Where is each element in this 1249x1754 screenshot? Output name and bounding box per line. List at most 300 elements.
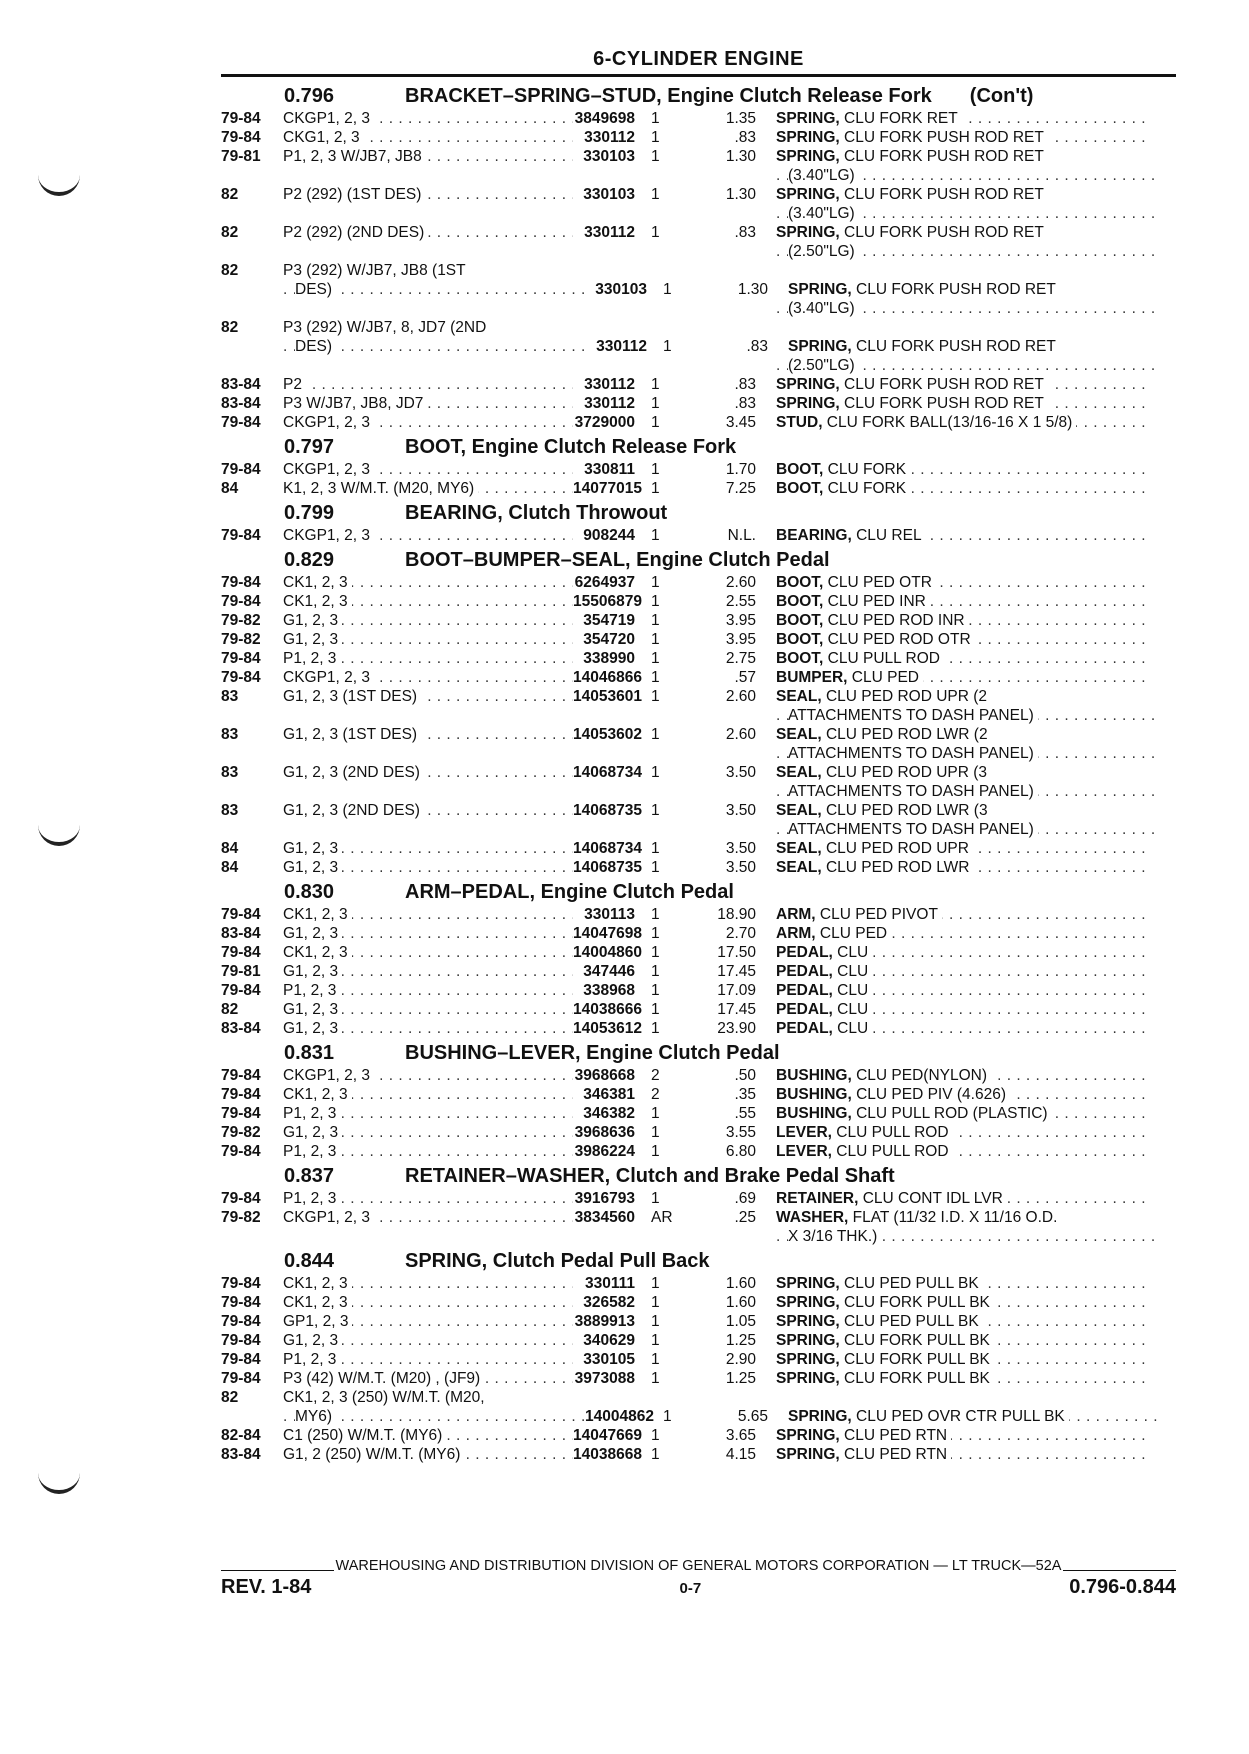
table-row-continuation <box>221 166 1176 185</box>
table-row <box>221 109 1176 128</box>
table-row <box>221 649 1176 668</box>
application-text: P1, 2, 3 <box>283 650 340 667</box>
application-text: CKGP1, 2, 3 <box>283 461 374 478</box>
spacer <box>221 204 283 223</box>
model-year: 83 <box>221 726 239 743</box>
description-cell <box>776 1274 1146 1293</box>
description-text <box>788 281 1060 298</box>
quantity: 1 <box>651 1143 660 1160</box>
quantity: 1 <box>651 129 660 146</box>
quantity: 1 <box>651 527 660 544</box>
spacer <box>681 299 756 318</box>
description-cell <box>776 1104 1146 1123</box>
application-cell <box>283 905 573 924</box>
application-cell <box>283 337 585 356</box>
quantity: 1 <box>651 593 660 610</box>
description-text <box>776 1190 1007 1207</box>
part-description: CLU PED ROD UPR (3 <box>821 764 988 781</box>
table-row-continuation <box>221 1227 1176 1246</box>
model-year: 79-82 <box>221 631 261 648</box>
application-text: C1 (250) W/M.T. (MY6) <box>283 1427 446 1444</box>
quantity: 1 <box>651 461 660 478</box>
application-cell <box>283 1312 573 1331</box>
table-row <box>221 839 1176 858</box>
part-description: CLU FORK <box>823 480 907 497</box>
catalog-section <box>221 434 1176 498</box>
table-row-continuation <box>221 782 1176 801</box>
table-row <box>221 687 1176 706</box>
quantity: 1 <box>651 1001 660 1018</box>
part-description: CLU FORK PUSH ROD RET <box>839 395 1044 412</box>
price: .25 <box>734 1209 756 1226</box>
model-year: 79-84 <box>221 650 261 667</box>
application-text: P3 (292) W/JB7, JB8 (1ST <box>283 262 470 279</box>
quantity: 1 <box>651 1105 660 1122</box>
part-number: 330112 <box>584 376 635 393</box>
description-cell <box>776 943 1146 962</box>
spacer <box>283 706 573 725</box>
description-continuation: X 3/16 THK.) <box>788 1228 881 1245</box>
application-cell <box>283 318 573 337</box>
part-number: 3968636 <box>574 1124 635 1141</box>
description-cell <box>776 147 1146 166</box>
part-number: 14004862 <box>585 1408 654 1425</box>
model-year: 84 <box>221 840 239 857</box>
part-description: CLU PED INR <box>823 593 926 610</box>
table-row <box>221 280 1176 299</box>
application-text: G1, 2, 3 <box>283 925 342 942</box>
spacer <box>573 356 635 375</box>
table-row <box>221 1189 1176 1208</box>
price: 17.45 <box>717 1001 756 1018</box>
description-cell <box>776 592 1146 611</box>
application-cell <box>283 763 573 782</box>
part-name: SEAL, <box>776 859 822 876</box>
description-text <box>776 1001 872 1018</box>
application-cell <box>283 413 573 432</box>
description-cell <box>776 820 1158 839</box>
part-description: CLU FORK PULL BK <box>839 1294 990 1311</box>
description-text <box>776 110 962 127</box>
table-row-continuation <box>221 242 1176 261</box>
spacer <box>573 1227 635 1246</box>
table-row-continuation <box>221 299 1176 318</box>
description-text <box>776 1370 994 1387</box>
application-cell <box>283 801 573 820</box>
application-cell <box>283 1426 573 1445</box>
part-number: 14068734 <box>573 840 642 857</box>
description-cell <box>776 375 1146 394</box>
part-name: SEAL, <box>776 726 822 743</box>
price: 7.25 <box>725 480 756 497</box>
description-text <box>776 1275 983 1292</box>
part-number: 330112 <box>584 395 635 412</box>
part-name: BOOT, <box>776 480 824 497</box>
application-text: G1, 2, 3 <box>283 859 342 876</box>
spacer <box>221 299 283 318</box>
model-year: 79-84 <box>221 1105 261 1122</box>
application-cell <box>283 1019 573 1038</box>
description-text <box>788 1408 1069 1425</box>
part-number: 330103 <box>583 148 635 165</box>
table-row <box>221 1407 1176 1426</box>
description-cell <box>776 1189 1146 1208</box>
application-cell <box>283 981 573 1000</box>
application-cell <box>283 611 573 630</box>
part-name: BOOT, <box>776 650 824 667</box>
binder-hole-mark <box>38 170 80 196</box>
part-name: STUD, <box>776 414 823 431</box>
catalog-page <box>221 46 1176 1464</box>
catalog-section <box>221 879 1176 1038</box>
application-text: CKGP1, 2, 3 <box>283 1067 374 1084</box>
description-cell <box>776 128 1146 147</box>
section-number: 0.829 <box>284 549 335 571</box>
description-cell <box>776 1066 1146 1085</box>
quantity: 1 <box>651 1275 660 1292</box>
description-cell <box>776 725 1146 744</box>
model-year: 79-84 <box>221 1294 261 1311</box>
section-number: 0.830 <box>284 881 335 903</box>
price: 23.90 <box>717 1020 756 1037</box>
price: 1.25 <box>725 1332 756 1349</box>
price: 1.05 <box>725 1313 756 1330</box>
table-row <box>221 630 1176 649</box>
section-title: BUSHING–LEVER, Engine Clutch Pedal <box>405 1042 780 1064</box>
part-number: 14047669 <box>573 1427 642 1444</box>
table-row-continuation <box>221 744 1176 763</box>
model-year <box>221 280 283 299</box>
application-text: P3 (292) W/JB7, 8, JD7 (2ND <box>283 319 490 336</box>
part-description: CLU PED PIV (4.626) <box>851 1086 1006 1103</box>
price: N.L. <box>727 527 756 544</box>
part-name: PEDAL, <box>776 1020 833 1037</box>
description-cell <box>776 1331 1146 1350</box>
model-year: 79-84 <box>221 944 261 961</box>
price: 2.90 <box>725 1351 756 1368</box>
quantity: 1 <box>651 186 660 203</box>
part-name: SPRING, <box>776 1294 840 1311</box>
model-year: 79-84 <box>221 1313 261 1330</box>
table-row <box>221 223 1176 242</box>
price: 3.50 <box>725 840 756 857</box>
model-year <box>221 1407 283 1426</box>
part-name: SEAL, <box>776 688 822 705</box>
quantity: 1 <box>651 963 660 980</box>
part-name: SPRING, <box>776 1313 840 1330</box>
model-year: 84 <box>221 480 239 497</box>
catalog-section <box>221 500 1176 545</box>
footer-rule <box>221 1570 334 1571</box>
header-rule <box>221 74 1176 77</box>
description-cell <box>776 242 1158 261</box>
price: 2.60 <box>725 688 756 705</box>
quantity: 1 <box>651 802 660 819</box>
quantity: 1 <box>663 1408 672 1425</box>
table-row <box>221 592 1176 611</box>
application-text: CKGP1, 2, 3 <box>283 669 374 686</box>
part-description: CLU FORK PULL BK <box>839 1370 990 1387</box>
quantity: 1 <box>651 1427 660 1444</box>
price: 3.50 <box>725 859 756 876</box>
part-name: SPRING, <box>788 338 852 355</box>
part-number: 14053602 <box>573 726 642 743</box>
part-name: SPRING, <box>776 376 840 393</box>
description-cell <box>776 1142 1146 1161</box>
part-number: 14068735 <box>573 859 642 876</box>
application-text: MY6) <box>295 1408 336 1425</box>
application-text: CKGP1, 2, 3 <box>283 414 374 431</box>
part-number: 338968 <box>583 982 635 999</box>
part-name: PEDAL, <box>776 982 833 999</box>
application-text: CK1, 2, 3 <box>283 944 352 961</box>
description-cell <box>776 1123 1146 1142</box>
model-year: 83-84 <box>221 1446 261 1463</box>
spacer <box>221 744 283 763</box>
description-text <box>776 925 891 942</box>
description-text <box>776 1313 983 1330</box>
application-cell <box>283 394 573 413</box>
part-number: 346382 <box>583 1105 635 1122</box>
part-description: CLU CONT IDL LVR <box>858 1190 1003 1207</box>
application-text: G1, 2, 3 <box>283 840 342 857</box>
binder-hole-mark <box>38 820 80 846</box>
application-text: DES) <box>295 338 336 355</box>
part-name: SEAL, <box>776 840 822 857</box>
description-cell <box>776 706 1158 725</box>
model-year: 79-84 <box>221 1370 261 1387</box>
description-text <box>776 1143 953 1160</box>
model-year <box>221 337 283 356</box>
part-name: BOOT, <box>776 461 824 478</box>
part-description: CLU <box>832 1020 869 1037</box>
model-year: 79-84 <box>221 1332 261 1349</box>
part-number: 3973088 <box>574 1370 635 1387</box>
part-number: 3849698 <box>574 110 635 127</box>
application-text: G1, 2 (250) W/M.T. (MY6) <box>283 1446 464 1463</box>
application-text: CKGP1, 2, 3 <box>283 527 374 544</box>
price: 4.15 <box>725 1446 756 1463</box>
part-description: CLU FORK PUSH ROD RET <box>851 338 1056 355</box>
description-cell <box>776 299 1158 318</box>
table-row <box>221 1066 1176 1085</box>
description-cell <box>776 905 1146 924</box>
spacer <box>283 299 573 318</box>
price: 1.30 <box>725 186 756 203</box>
part-number: 3889913 <box>574 1313 635 1330</box>
description-cell <box>776 356 1158 375</box>
application-cell <box>283 725 573 744</box>
model-year: 82-84 <box>221 1427 261 1444</box>
section-header <box>221 879 1176 905</box>
spacer <box>635 744 681 763</box>
part-description: CLU PED RTN <box>839 1446 948 1463</box>
application-text: G1, 2, 3 (1ST DES) <box>283 688 421 705</box>
application-text: G1, 2, 3 (2ND DES) <box>283 802 424 819</box>
spacer <box>221 356 283 375</box>
model-year: 82 <box>221 319 239 336</box>
description-cell <box>776 204 1158 223</box>
model-year: 79-84 <box>221 129 261 146</box>
application-text: G1, 2, 3 <box>283 1124 342 1141</box>
model-year: 79-84 <box>221 414 261 431</box>
quantity: 1 <box>651 1370 660 1387</box>
description-text <box>776 906 942 923</box>
part-description: CLU PULL ROD <box>823 650 940 667</box>
catalog-section <box>221 547 1176 877</box>
part-number: 326582 <box>583 1294 635 1311</box>
application-cell <box>283 962 573 981</box>
table-row <box>221 611 1176 630</box>
part-name: BUSHING, <box>776 1086 852 1103</box>
part-number: 14047698 <box>573 925 642 942</box>
quantity: 1 <box>651 1332 660 1349</box>
table-row <box>221 801 1176 820</box>
part-number: 330112 <box>584 224 635 241</box>
spacer <box>573 744 635 763</box>
application-cell <box>283 1208 573 1227</box>
description-cell <box>788 280 1158 299</box>
section-title: BRACKET–SPRING–STUD, Engine Clutch Release Fork <box>405 85 932 107</box>
table-row <box>221 261 1176 280</box>
part-name: SEAL, <box>776 802 822 819</box>
application-text: G1, 2, 3 <box>283 1001 342 1018</box>
quantity: 1 <box>651 574 660 591</box>
table-row <box>221 128 1176 147</box>
application-cell <box>283 1407 585 1426</box>
quantity: 1 <box>651 1020 660 1037</box>
table-row <box>221 858 1176 877</box>
part-name: SPRING, <box>776 148 840 165</box>
description-text <box>776 944 872 961</box>
model-year: 83 <box>221 688 239 705</box>
application-cell <box>283 280 585 299</box>
table-row <box>221 1142 1176 1161</box>
application-text: G1, 2, 3 <box>283 631 342 648</box>
description-text <box>776 1294 994 1311</box>
part-description: CLU PED(NYLON) <box>851 1067 988 1084</box>
section-number: 0.837 <box>284 1165 335 1187</box>
spacer <box>573 782 635 801</box>
table-row <box>221 981 1176 1000</box>
description-text <box>776 840 973 857</box>
description-text <box>776 1209 1061 1226</box>
table-row <box>221 962 1176 981</box>
part-description: CLU PED PULL BK <box>839 1275 979 1292</box>
quantity: 1 <box>651 859 660 876</box>
description-cell <box>776 782 1158 801</box>
table-row <box>221 1123 1176 1142</box>
quantity: AR <box>651 1209 673 1226</box>
description-cell <box>776 1227 1158 1246</box>
description-cell <box>776 1019 1146 1038</box>
part-number: 908244 <box>583 527 635 544</box>
quantity: 1 <box>651 148 660 165</box>
model-year: 79-81 <box>221 963 261 980</box>
description-cell <box>776 223 1146 242</box>
part-number: 330103 <box>583 186 635 203</box>
model-year: 79-84 <box>221 1190 261 1207</box>
section-suffix: (Con't) <box>969 85 1034 107</box>
section-number: 0.799 <box>284 502 335 524</box>
description-text <box>776 574 936 591</box>
part-description: CLU FORK PUSH ROD RET <box>839 224 1044 241</box>
part-number: 15506879 <box>573 593 642 610</box>
application-cell <box>283 185 573 204</box>
part-number: 3834560 <box>574 1209 635 1226</box>
part-description: CLU PED OVR CTR PULL BK <box>851 1408 1065 1425</box>
description-cell <box>776 1426 1146 1445</box>
spacer <box>221 242 283 261</box>
application-text: P1, 2, 3 <box>283 1190 340 1207</box>
table-row <box>221 668 1176 687</box>
table-row <box>221 460 1176 479</box>
description-cell <box>776 394 1146 413</box>
spacer <box>635 1227 681 1246</box>
quantity: 1 <box>651 650 660 667</box>
quantity: 1 <box>651 906 660 923</box>
quantity: 1 <box>651 376 660 393</box>
part-number: 330103 <box>595 281 647 298</box>
quantity: 1 <box>651 110 660 127</box>
description-cell <box>788 337 1158 356</box>
part-number: 330113 <box>584 906 635 923</box>
application-cell <box>283 479 573 498</box>
application-text: CKGP1, 2, 3 <box>283 110 374 127</box>
description-text <box>776 631 975 648</box>
part-number: 354720 <box>583 631 635 648</box>
price: 3.95 <box>725 631 756 648</box>
description-text <box>776 1332 994 1349</box>
part-name: BEARING, <box>776 527 852 544</box>
application-cell <box>283 1388 573 1407</box>
application-text: CKG1, 2, 3 <box>283 129 364 146</box>
spacer <box>681 782 756 801</box>
part-description: CLU PULL ROD <box>831 1143 949 1160</box>
description-cell <box>776 166 1158 185</box>
table-row <box>221 413 1176 432</box>
catalog-section <box>221 83 1176 432</box>
part-description: CLU REL <box>851 527 922 544</box>
description-text <box>776 802 992 819</box>
description-text <box>776 224 1048 241</box>
price: 2.70 <box>725 925 756 942</box>
application-text: P1, 2, 3 <box>283 1351 340 1368</box>
part-name: BOOT, <box>776 574 824 591</box>
price: .50 <box>734 1067 756 1084</box>
description-cell <box>776 981 1146 1000</box>
spacer <box>573 820 635 839</box>
description-continuation: ATTACHMENTS TO DASH PANEL) <box>788 707 1038 724</box>
description-cell <box>776 185 1146 204</box>
application-cell <box>283 592 573 611</box>
part-number: 14077015 <box>573 480 642 497</box>
model-year: 82 <box>221 262 239 279</box>
application-text: K1, 2, 3 W/M.T. (M20, MY6) <box>283 480 478 497</box>
spacer <box>283 782 573 801</box>
description-cell <box>776 109 1146 128</box>
part-name: SPRING, <box>776 110 840 127</box>
price: .57 <box>734 669 756 686</box>
description-text <box>776 1067 991 1084</box>
description-cell <box>776 413 1146 432</box>
description-text <box>776 669 923 686</box>
table-row <box>221 1104 1176 1123</box>
model-year: 82 <box>221 1001 239 1018</box>
part-name: SPRING, <box>776 395 840 412</box>
description-text <box>776 480 910 497</box>
description-text <box>776 414 1076 431</box>
